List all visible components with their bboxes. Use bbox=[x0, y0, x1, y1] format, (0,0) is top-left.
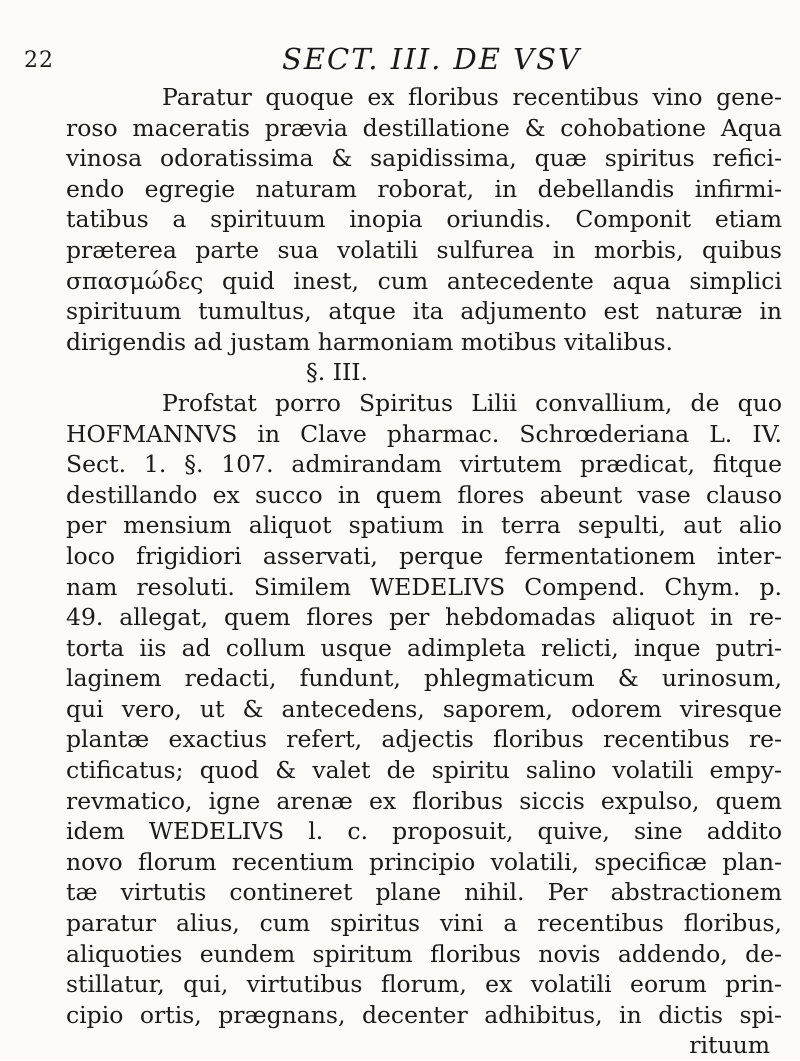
catchword: rituum bbox=[689, 1031, 770, 1060]
text-line: stillatur, qui, virtutibus florum, ex volatili eorum prin- bbox=[66, 970, 782, 999]
text-line: endo egregie naturam roborat, in debellandis infirmi- bbox=[66, 174, 782, 203]
section-heading: §. III. bbox=[306, 358, 369, 387]
text-line: plantæ exactius refert, adjectis floribus recentibus re- bbox=[66, 725, 782, 754]
text-line: cipio ortis, prægnans, decenter adhibitus, in dictis spi- bbox=[66, 1000, 782, 1029]
text-line: torta iis ad collum usque adimpleta relicti, inque putri- bbox=[66, 633, 782, 662]
paragraph-2 bbox=[66, 388, 782, 1030]
page-number: 22 bbox=[24, 48, 54, 73]
text-line: spirituum tumultus, atque ita adjumento est naturæ in bbox=[66, 297, 782, 326]
text-line: ctificatus; quod & valet de spiritu salino volatili empy- bbox=[66, 756, 782, 785]
text-line: HOFMANNVS in Clave pharmac. Schrœderiana L. IV. bbox=[66, 419, 782, 448]
text-line: revmatico, igne arenæ ex floribus siccis expulso, quem bbox=[66, 786, 782, 815]
text-line: 49. allegat, quem flores per hebdomadas aliquot in re- bbox=[66, 603, 782, 632]
text-line: σπασμώδες quid inest, cum antecedente aqua simplici bbox=[66, 266, 782, 295]
text-line: dirigendis ad justam harmoniam motibus vitalibus. bbox=[66, 327, 674, 356]
text-line: roso maceratis prævia destillatione & cohobatione Aqua bbox=[66, 113, 782, 142]
page-header bbox=[0, 40, 800, 80]
paragraph-1 bbox=[66, 82, 782, 357]
text-line: per mensium aliquot spatium in terra sepulti, aut alio bbox=[66, 511, 782, 540]
text-line: destillando ex succo in quem flores abeunt vase clauso bbox=[66, 480, 782, 509]
text-line: tæ virtutis contineret plane nihil. Per abstractionem bbox=[66, 878, 782, 907]
text-line: tatibus a spirituum inopia oriundis. Componit etiam bbox=[66, 205, 782, 234]
text-line: Sect. 1. §. 107. admirandam virtutem prædicat, fitque bbox=[66, 450, 782, 479]
text-line: Profstat porro Spiritus Lilii convallium, de quo bbox=[162, 388, 782, 417]
text-line: paratur alius, cum spiritus vini a recentibus floribus, bbox=[66, 909, 782, 938]
text-line: idem WEDELIVS l. c. proposuit, quive, sine addito bbox=[66, 817, 782, 846]
text-line: novo florum recentium principio volatili, specificæ plan- bbox=[66, 847, 782, 876]
text-line: Paratur quoque ex floribus recentibus vino gene- bbox=[162, 83, 782, 111]
text-line: præterea parte sua volatili sulfurea in morbis, quibus bbox=[66, 235, 782, 264]
text-line: loco frigidiori asservati, perque fermentationem inter- bbox=[66, 541, 782, 570]
running-head: SECT. III. DE VSV bbox=[282, 42, 581, 76]
text-line: nam resoluti. Similem WEDELIVS Compend. Chym. p. bbox=[66, 572, 782, 601]
text-line: aliquoties eundem spiritum floribus novis addendo, de- bbox=[66, 939, 782, 968]
text-line: qui vero, ut & antecedens, saporem, odorem viresque bbox=[66, 694, 782, 723]
text-block bbox=[66, 82, 782, 1061]
text-line: laginem redacti, fundunt, phlegmaticum & urinosum, bbox=[66, 664, 782, 693]
text-line: vinosa odoratissima & sapidissima, quæ spiritus refici- bbox=[66, 144, 782, 173]
